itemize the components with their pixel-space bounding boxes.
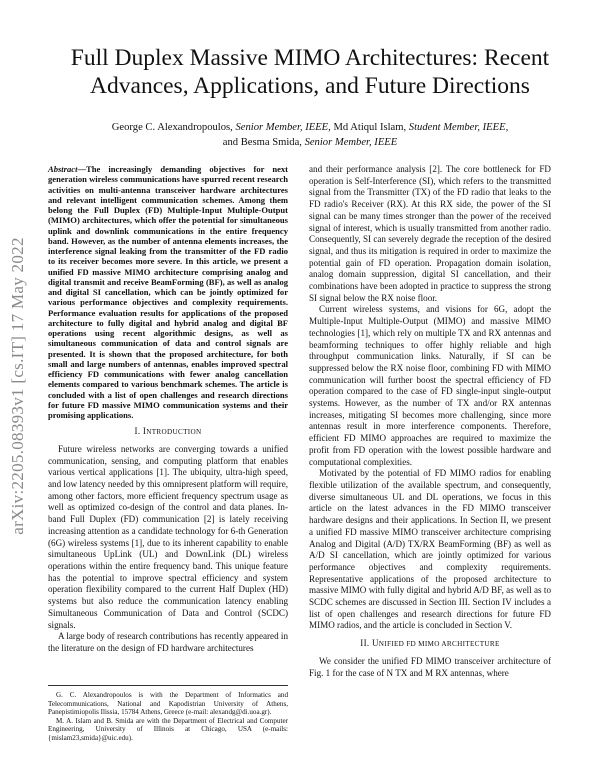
- intro-paragraph-2: A large body of research contributions has recently appeared in the literature on the design of FD hardware architectures: [48, 631, 288, 653]
- architecture-paragraph-1: We consider the unified FD MIMO transceiver architecture of Fig. 1 for the case of N TX and M RX antennas, where: [309, 655, 551, 678]
- right-paragraph-2: Current wireless systems, and visions for 6G, adopt the Multiple-Input Multiple-Output (MIMO) and massive MIMO technologies [1], which rely on multiple TX and RX antennas and beamforming techniques to offer highly reliable and high throughput communication links. Naturally, if SI can be suppressed below the RX noise floor, combining FD with MIMO communication will further boost the spectral efficiency of FD operation compared to the case of FD single-input single-output systems. However, as the number of TX and/or RX antennas increases, mitigating SI becomes more challenging, since more antennas result in more interference components. Therefore, efficient FD MIMO approaches are required to maximize the profit from FD operation with the lowest possible hardware and computational complexities.: [309, 304, 551, 467]
- abstract-text: —The increasingly demanding objectives for next generation wireless communications have spurred recent research activities on multi-antenna transceiver hardware architectures and relevant intelligent communication schemes. Among them belong the Full Duplex (FD) Multiple-Input Multiple-Output (MIMO) architectures, which offer the potential for simultaneous uplink and downlink communications in the entire frequency band. However, as the number of antenna elements increases, the interference signal leaking from the transmitter of the FD radio to its receiver becomes more severe. In this article, we present a unified FD massive MIMO architecture comprising analog and digital transmit and receive BeamForming (BF), as well as analog and digital SI cancellation, which can be jointly optimized for various performance objectives and complexity requirements. Performance evaluation results for applications of the proposed architecture to fully digital and hybrid analog and digital BF operations using recent algorithmic designs, as well as simultaneous communication of data and control signals are presented. It is shown that the proposed architecture, for both small and large numbers of antennas, enables improved spectral efficiency FD communications with fewer analog cancellation elements compared to various benchmark schemes. The article is concluded with a list of open challenges and research directions for future FD massive MIMO communication systems and their promising applications.: [48, 164, 288, 420]
- section-1-title: NTRODUCTION: [146, 428, 202, 437]
- section-heading-architecture: [309, 638, 551, 651]
- section-2-title-b: RCHITECTURE: [446, 640, 500, 649]
- arxiv-identifier-margin: [3, 176, 33, 596]
- footnote-affiliation-1: G. C. Alexandropoulos is with the Department of Informatics and Telecommunications, National and Kapodistrian University of Athens, Panepistimiopolis Ilissia, 15784 Athens, Greece (e-mail: alexandg@di.uoa.gr).: [48, 691, 288, 717]
- arxiv-id-text: arXiv:2205.08393v1 [cs.IT] 17 May 2022: [8, 237, 27, 535]
- right-paragraph-3: Motivated by the potential of FD MIMO radios for enabling flexible utilization of the available spectrum, and consequently, diverse simultaneous UL and DL operations, we focus in this article on the latest advances in the FD MIMO transceiver hardware designs and their applications. In Section II, we present a unified FD massive MIMO transceiver architecture comprising Analog and Digital (A/D) TX/RX BeamForming (BF) as well as A/D SI cancellation, which are jointly optimized for various performance objectives and complexity requirements. Representative applications of the proposed architecture to massive MIMO with fully digital and hybrid A/D BF, as well as to SCDC schemes are discussed in Section III. Section IV includes a list of open challenges and research directions for future FD MIMO radios, and the article is concluded in Section V.: [309, 468, 551, 631]
- author-3-name: and Besma Smida,: [222, 137, 305, 148]
- footnotes: [48, 685, 288, 743]
- abstract-label: Abstract: [48, 164, 78, 174]
- left-column: [48, 164, 288, 655]
- section-2-title-a: NIFIED FD MIMO A: [378, 640, 447, 649]
- author-1-name: George C. Alexandropoulos,: [111, 122, 236, 133]
- author-2-name: Md Atiqul Islam,: [330, 122, 409, 133]
- author-2-role: Student Member, IEEE,: [408, 122, 509, 133]
- section-heading-introduction: [48, 426, 288, 439]
- right-column: [309, 164, 551, 679]
- abstract: [48, 164, 288, 420]
- intro-paragraph-1: Future wireless networks are converging towards a unified communication, sensing, and computing platform that enables various vertical applications [1]. The ubiquity, ultra-high speed, and low latency needed by this omnipresent platform will require, among other factors, more efficient frequency spectrum usage as well as optimized co-design of the control and data planes. In-band Full Duplex (FD) communication [2] is lately receiving increasing attention as a candidate technology for 6-th Generation (6G) wireless systems [1], due to its inherent capability to enable simultaneous UpLink (UL) and DownLink (DL) wireless operations within the entire frequency band. This unique feature has the potential to improve spectral efficiency and system operation flexibility compared to the current Half Duplex (HD) systems but also reduce the communication latency enabling Simultaneous Communication of Data and Control (SCDC) signals.: [48, 443, 288, 630]
- footnote-affiliation-2: M. A. Islam and B. Smida are with the Department of Electrical and Computer Engineering, University of Illinois at Chicago, USA (e-mails: {mislam23,smida}@uic.edu).: [48, 716, 288, 742]
- author-1-role: Senior Member, IEEE,: [235, 122, 331, 133]
- paper-title: Full Duplex Massive MIMO Architectures: Recent Advances, Applications, and Future Directions: [70, 45, 550, 99]
- section-1-num: I. I: [134, 426, 147, 437]
- author-3-role: Senior Member, IEEE: [304, 137, 398, 148]
- author-list: [50, 120, 570, 150]
- section-2-num: II. U: [360, 638, 379, 649]
- right-paragraph-1: and their performance analysis [2]. The core bottleneck for FD operation is Self-Interference (SI), which refers to the transmitted signal from the Transmitter (TX) of the FD radio that leaks to the FD radio's Receiver (RX). At this RX side, the power of the SI signal can be many times stronger than the power of the received signal of interest, which is usually transmitted from another radio. Consequently, SI can severely degrade the reception of the desired signal, and thus its mitigation is required in order to maximize the potential gain of FD operation. Propagation domain isolation, analog domain suppression, digital SI cancellation, and their combinations have been adopted in practice to suppress the strong SI signal below the RX noise floor.: [309, 164, 551, 303]
